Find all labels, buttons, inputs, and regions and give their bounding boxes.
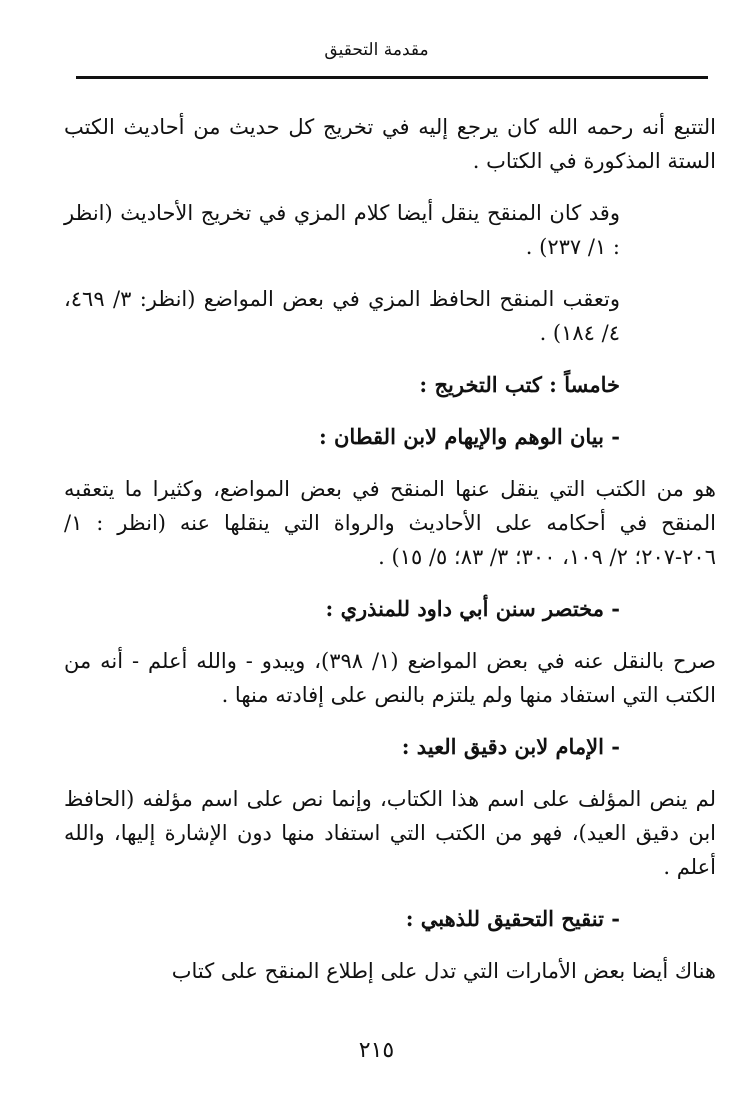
subsection-heading: - مختصر سنن أبي داود للمنذري : bbox=[325, 596, 620, 621]
paragraph: لم ينص المؤلف على اسم هذا الكتاب، وإنما نص على اسم مؤلفه (الحافظ ابن دقيق العيد)، فهو من الكتب التي استفاد منها دون الإشارة إليها، والله أعلم . bbox=[64, 787, 716, 879]
paragraph: التتبع أنه رحمه الله كان يرجع إليه في تخريج كل حديث من أحاديث الكتب الستة المذكورة في الكتاب . bbox=[64, 115, 716, 173]
page-number: ٢١٥ bbox=[358, 1038, 395, 1063]
paragraph: هناك أيضا بعض الأمارات التي تدل على إطلاع المنقح على كتاب bbox=[171, 959, 716, 983]
section-heading: خامساً : كتب التخريج : bbox=[419, 372, 620, 397]
subsection-heading: - بيان الوهم والإيهام لابن القطان : bbox=[318, 424, 620, 449]
page-body bbox=[64, 110, 716, 1006]
paragraph: وقد كان المنقح ينقل أيضا كلام المزي في تخريج الأحاديث (انظر : ١/ ٢٣٧) . bbox=[64, 201, 620, 259]
header-rule bbox=[76, 76, 708, 79]
paragraph: صرح بالنقل عنه في بعض المواضع (١/ ٣٩٨)، ويبدو - والله أعلم - أنه من الكتب التي استفاد منها ولم يلتزم بالنص على إفادته منها . bbox=[64, 649, 716, 707]
running-title: مقدمة التحقيق bbox=[324, 40, 429, 60]
paragraph: هو من الكتب التي ينقل عنها المنقح في بعض المواضع، وكثيرا ما يتعقبه المنقح في أحكامه على الأحاديث والرواة التي ينقلها عنه (انظر : ١/ ٢٠٦-٢٠٧؛ ٢/ ١٠٩، ٣٠٠؛ ٣/ ٨٣؛ ٥/ ١٥) . bbox=[64, 477, 716, 569]
subsection-heading: - تنقيح التحقيق للذهبي : bbox=[405, 906, 620, 931]
subsection-heading: - الإمام لابن دقيق العيد : bbox=[401, 734, 620, 759]
paragraph: وتعقب المنقح الحافظ المزي في بعض المواضع (انظر: ٣/ ٤٦٩، ٤/ ١٨٤) . bbox=[64, 287, 620, 345]
